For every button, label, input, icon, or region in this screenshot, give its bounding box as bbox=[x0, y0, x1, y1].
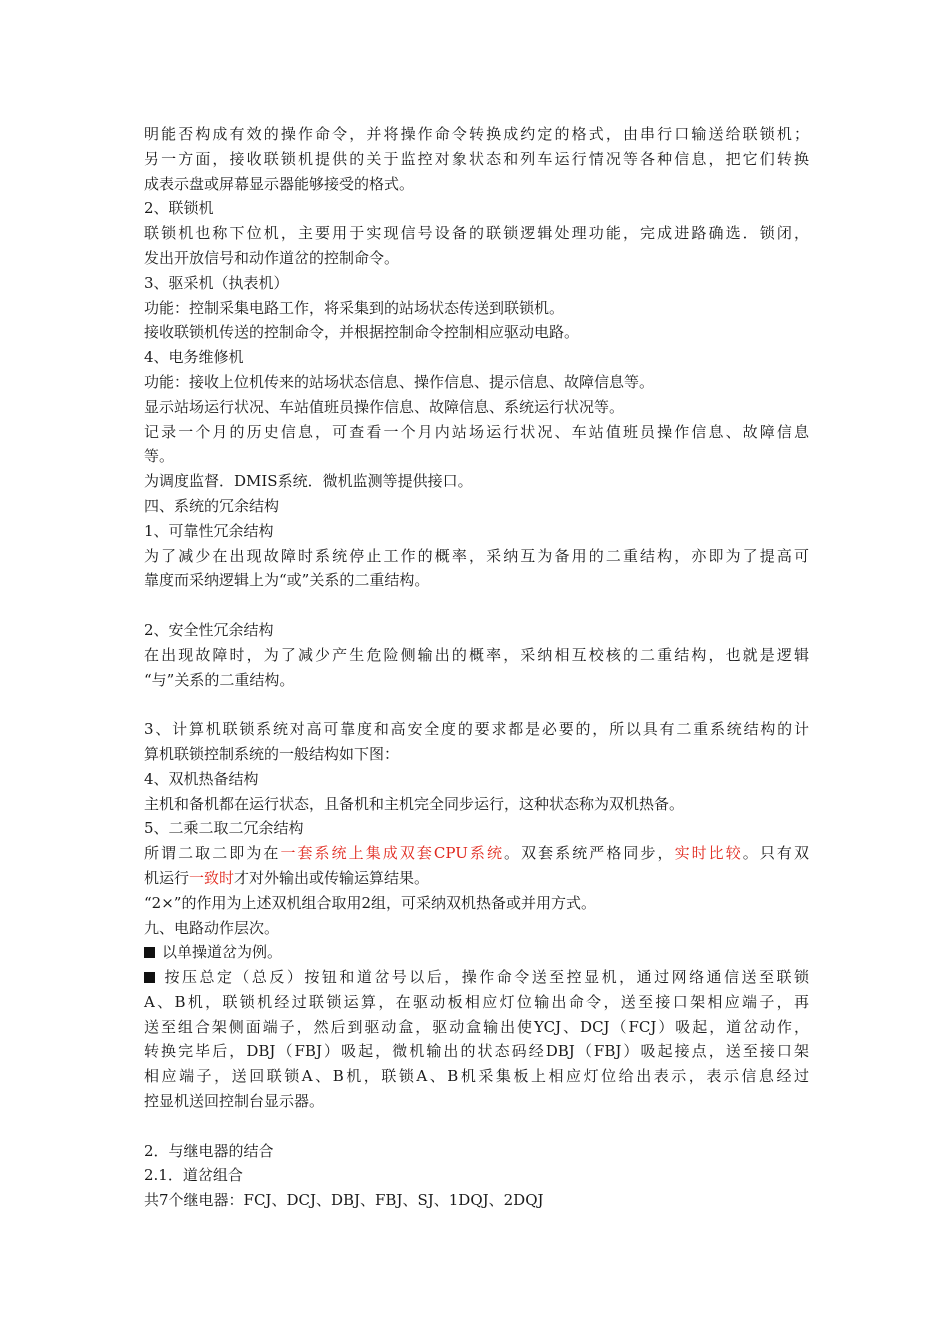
paragraph-line: 发出开放信号和动作道岔的控制命令。 bbox=[144, 248, 400, 267]
document-page bbox=[144, 122, 809, 1213]
paragraph-line: 等。 bbox=[144, 447, 175, 466]
bullet-text: 以单操道岔为例。 bbox=[162, 943, 283, 962]
paragraph-line: 功能：控制采集电路工作，将采集到的站场状态传送到联锁机。 bbox=[144, 298, 565, 317]
section-heading: 2、安全性冗余结构 bbox=[144, 620, 274, 639]
paragraph-line: 相应端子，送回联锁A、B机，联锁A、B机采集板上相应灯位给出表示，表示信息经过 bbox=[144, 1067, 809, 1086]
paragraph-line: 转换完毕后，DBJ（FBJ）吸起，微机输出的状态码经DBJ（FBJ）吸起接点，送至接口架 bbox=[144, 1042, 809, 1061]
paragraph-line: 共7个继电器：FCJ、DCJ、DBJ、FBJ、SJ、1DQJ、2DQJ bbox=[144, 1191, 544, 1210]
section-heading: 2．与继电器的结合 bbox=[144, 1141, 274, 1160]
paragraph-line: 主机和备机都在运行状态，且备机和主机完全同步运行，这种状态称为双机热备。 bbox=[144, 794, 685, 813]
paragraph-line: 接收联锁机传送的控制命令，并根据控制命令控制相应驱动电路。 bbox=[144, 323, 580, 342]
paragraph-line: “与”关系的二重结构。 bbox=[144, 670, 295, 689]
square-bullet-icon bbox=[144, 972, 155, 983]
paragraph-line: 在出现故障时，为了减少产生危险侧输出的概率，采纳相互校核的二重结构，也就是逻辑 bbox=[144, 645, 809, 664]
paragraph-line: 联锁机也称下位机，主要用于实现信号设备的联锁逻辑处理功能，完成进路确选．锁闭， bbox=[144, 224, 809, 243]
highlighted-text: 一致时 bbox=[189, 868, 235, 887]
section-heading: 4、双机热备结构 bbox=[144, 769, 259, 788]
text-run: 才对外输出或传输运算结果。 bbox=[234, 868, 430, 887]
paragraph-line bbox=[144, 866, 809, 891]
paragraph-line bbox=[144, 841, 809, 866]
bullet-item bbox=[144, 965, 809, 990]
text-run: 。双套系统严格同步， bbox=[504, 844, 675, 863]
paragraph-line: “2×”的作用为上述双机组合取用2组，可采纳双机热备或并用方式。 bbox=[144, 893, 596, 912]
bullet-text: 按压总定（总反）按钮和道岔号以后，操作命令送至控显机，通过网络通信送至联锁 bbox=[162, 968, 809, 987]
paragraph-line: 算机联锁控制系统的一般结构如下图： bbox=[144, 744, 400, 763]
section-heading: 5、二乘二取二冗余结构 bbox=[144, 819, 304, 838]
highlighted-text: 一套系统上集成双套CPU系统 bbox=[280, 844, 505, 863]
paragraph-line: 送至组合架侧面端子，然后到驱动盒，驱动盒输出使YCJ、DCJ（FCJ）吸起，道岔动作， bbox=[144, 1017, 809, 1036]
paragraph-line: 3、计算机联锁系统对高可靠度和高安全度的要求都是必要的，所以具有二重系统结构的计 bbox=[144, 720, 809, 739]
paragraph-line: 成表示盘或屏幕显示器能够接受的格式。 bbox=[144, 174, 415, 193]
highlighted-text: 实时比较 bbox=[674, 844, 743, 863]
paragraph-line: 控显机送回控制台显示器。 bbox=[144, 1092, 325, 1111]
blank-line bbox=[144, 1114, 809, 1139]
paragraph-line: 另一方面，接收联锁机提供的关于监控对象状态和列车运行情况等各种信息，把它们转换 bbox=[144, 149, 809, 168]
section-heading: 四、系统的冗余结构 bbox=[144, 496, 280, 515]
paragraph-line: 靠度而采纳逻辑上为“或”关系的二重结构。 bbox=[144, 571, 430, 590]
text-run: 机运行 bbox=[144, 868, 190, 887]
text-run: 。只有双 bbox=[742, 844, 809, 863]
text-run: 所谓二取二即为在 bbox=[144, 844, 281, 863]
paragraph-line: 为了减少在出现故障时系统停止工作的概率，采纳互为备用的二重结构，亦即为了提高可 bbox=[144, 546, 809, 565]
bullet-item bbox=[144, 940, 809, 965]
section-heading: 九、电路动作层次。 bbox=[144, 918, 280, 937]
blank-line bbox=[144, 692, 809, 717]
section-heading: 2、联锁机 bbox=[144, 199, 214, 218]
paragraph-line: 功能：接收上位机传来的站场状态信息、操作信息、提示信息、故障信息等。 bbox=[144, 372, 655, 391]
paragraph-line: 明能否构成有效的操作命令，并将操作命令转换成约定的格式，由串行口输送给联锁机； bbox=[144, 125, 809, 143]
paragraph-line: A、B机，联锁机经过联锁运算，在驱动板相应灯位输出命令，送至接口架相应端子，再 bbox=[144, 992, 809, 1011]
section-heading: 2.1．道岔组合 bbox=[144, 1166, 243, 1185]
paragraph-line: 为调度监督．DMIS系统．微机监测等提供接口。 bbox=[144, 472, 473, 491]
paragraph-line: 显示站场运行状况、车站值班员操作信息、故障信息、系统运行状况等。 bbox=[144, 397, 625, 416]
section-heading: 4、电务维修机 bbox=[144, 348, 244, 367]
blank-line bbox=[144, 593, 809, 618]
square-bullet-icon bbox=[144, 947, 155, 958]
section-heading: 3、驱采机（执表机） bbox=[144, 273, 289, 292]
section-heading: 1、可靠性冗余结构 bbox=[144, 521, 274, 540]
paragraph-line: 记录一个月的历史信息，可查看一个月内站场运行状况、车站值班员操作信息、故障信息 bbox=[144, 422, 809, 441]
